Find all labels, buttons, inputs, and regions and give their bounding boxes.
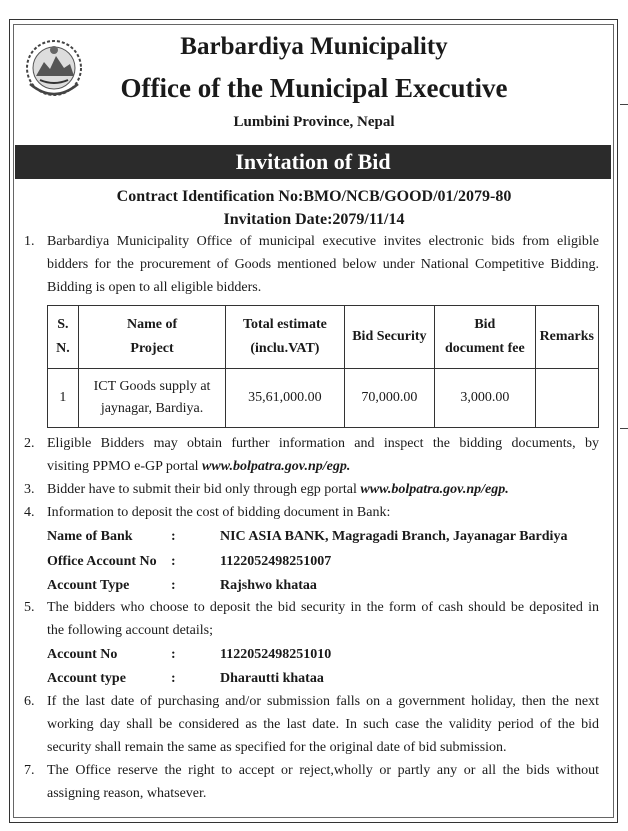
field-separator: :: [171, 554, 176, 569]
cell-estimate: 35,61,000.00: [226, 368, 344, 428]
header-project: Name of Project: [78, 306, 225, 369]
account-type-label: Account type: [47, 671, 126, 686]
account-type-value: Rajshwo khataa: [220, 578, 317, 593]
invitation-banner: Invitation of Bid: [15, 145, 611, 179]
item-number: 2.: [24, 436, 35, 451]
field-separator: :: [171, 647, 176, 662]
item6-line: security shall remain the same as specified for the original date of bid submission.: [47, 740, 507, 755]
office-title: Office of the Municipal Executive: [120, 73, 508, 103]
header-remarks: Remarks: [535, 306, 598, 369]
table-header-row: [48, 306, 599, 369]
table-row: [48, 368, 599, 428]
item-number: 1.: [24, 234, 35, 249]
bank-name-value: NIC ASIA BANK, Magragadi Branch, Jayanagar Bardiya: [220, 529, 568, 544]
account-no-value: 1122052498251010: [220, 647, 332, 662]
office-account-value: 1122052498251007: [220, 554, 332, 569]
margin-mark: [620, 428, 628, 429]
item7-line: The Office reserve the right to accept or reject,wholly or partly any or all the bids without: [47, 763, 599, 778]
municipality-title: Barbardiya Municipality: [180, 33, 448, 60]
item-number: 3.: [24, 482, 35, 497]
margin-mark: [620, 104, 628, 105]
item3-line: Bidder have to submit their bid only through egp portal www.bolpatra.gov.np/egp.: [47, 482, 509, 497]
province-subtitle: Lumbini Province, Nepal: [233, 114, 395, 130]
cell-security: 70,000.00: [344, 368, 435, 428]
item4-line: Information to deposit the cost of bidding document in Bank:: [47, 505, 391, 520]
item-number: 4.: [24, 505, 35, 520]
account-type-label: Account Type: [47, 578, 130, 593]
item-number: 6.: [24, 694, 35, 709]
item5-line: The bidders who choose to deposit the bid security in the form of cash should be deposited in: [47, 600, 599, 615]
cell-project: ICT Goods supply at jaynagar, Bardiya.: [78, 368, 225, 428]
item6-line: working day shall be considered as the last date. In such case the validity period of the bid: [47, 717, 599, 732]
account-no-label: Account No: [47, 647, 118, 662]
field-separator: :: [171, 529, 176, 544]
account-type-value: Dharautti khataa: [220, 671, 324, 686]
invitation-date: Invitation Date:2079/11/14: [223, 211, 405, 228]
header-sn: S. N.: [48, 306, 79, 369]
header-estimate: Total estimate (inclu.VAT): [226, 306, 344, 369]
cell-remarks: [535, 368, 598, 428]
bank-name-label: Name of Bank: [47, 529, 133, 544]
egp-link[interactable]: www.bolpatra.gov.np/egp.: [360, 482, 509, 497]
item1-line: Bidding is open to all eligible bidders.: [47, 280, 262, 295]
field-separator: :: [171, 578, 176, 593]
egp-link[interactable]: www.bolpatra.gov.np/egp.: [202, 459, 351, 474]
item1-line: Barbardiya Municipality Office of municipal executive invites electronic bids from eligible: [47, 234, 599, 249]
header-fee: Bid document fee: [435, 306, 535, 369]
item2-line: visiting PPMO e-GP portal www.bolpatra.gov.np/egp.: [47, 459, 351, 474]
item2-line: Eligible Bidders may obtain further information and inspect the bidding documents, by: [47, 436, 599, 451]
office-account-label: Office Account No: [47, 554, 157, 569]
contract-identification: Contract Identification No:BMO/NCB/GOOD/01/2079-80: [116, 188, 512, 205]
item6-line: If the last date of purchasing and/or submission falls on a government holiday, then the next: [47, 694, 599, 709]
cell-sn: 1: [48, 368, 79, 428]
item1-line: bidders for the procurement of Goods mentioned below under National Competitive Bidding.: [47, 257, 599, 272]
field-separator: :: [171, 671, 176, 686]
cell-fee: 3,000.00: [435, 368, 535, 428]
item7-line: assigning reason, whatsever.: [47, 786, 207, 801]
item5-line: the following account details;: [47, 623, 214, 638]
item-number: 5.: [24, 600, 35, 615]
bid-table: [47, 305, 599, 428]
item-number: 7.: [24, 763, 35, 778]
header-security: Bid Security: [344, 306, 435, 369]
